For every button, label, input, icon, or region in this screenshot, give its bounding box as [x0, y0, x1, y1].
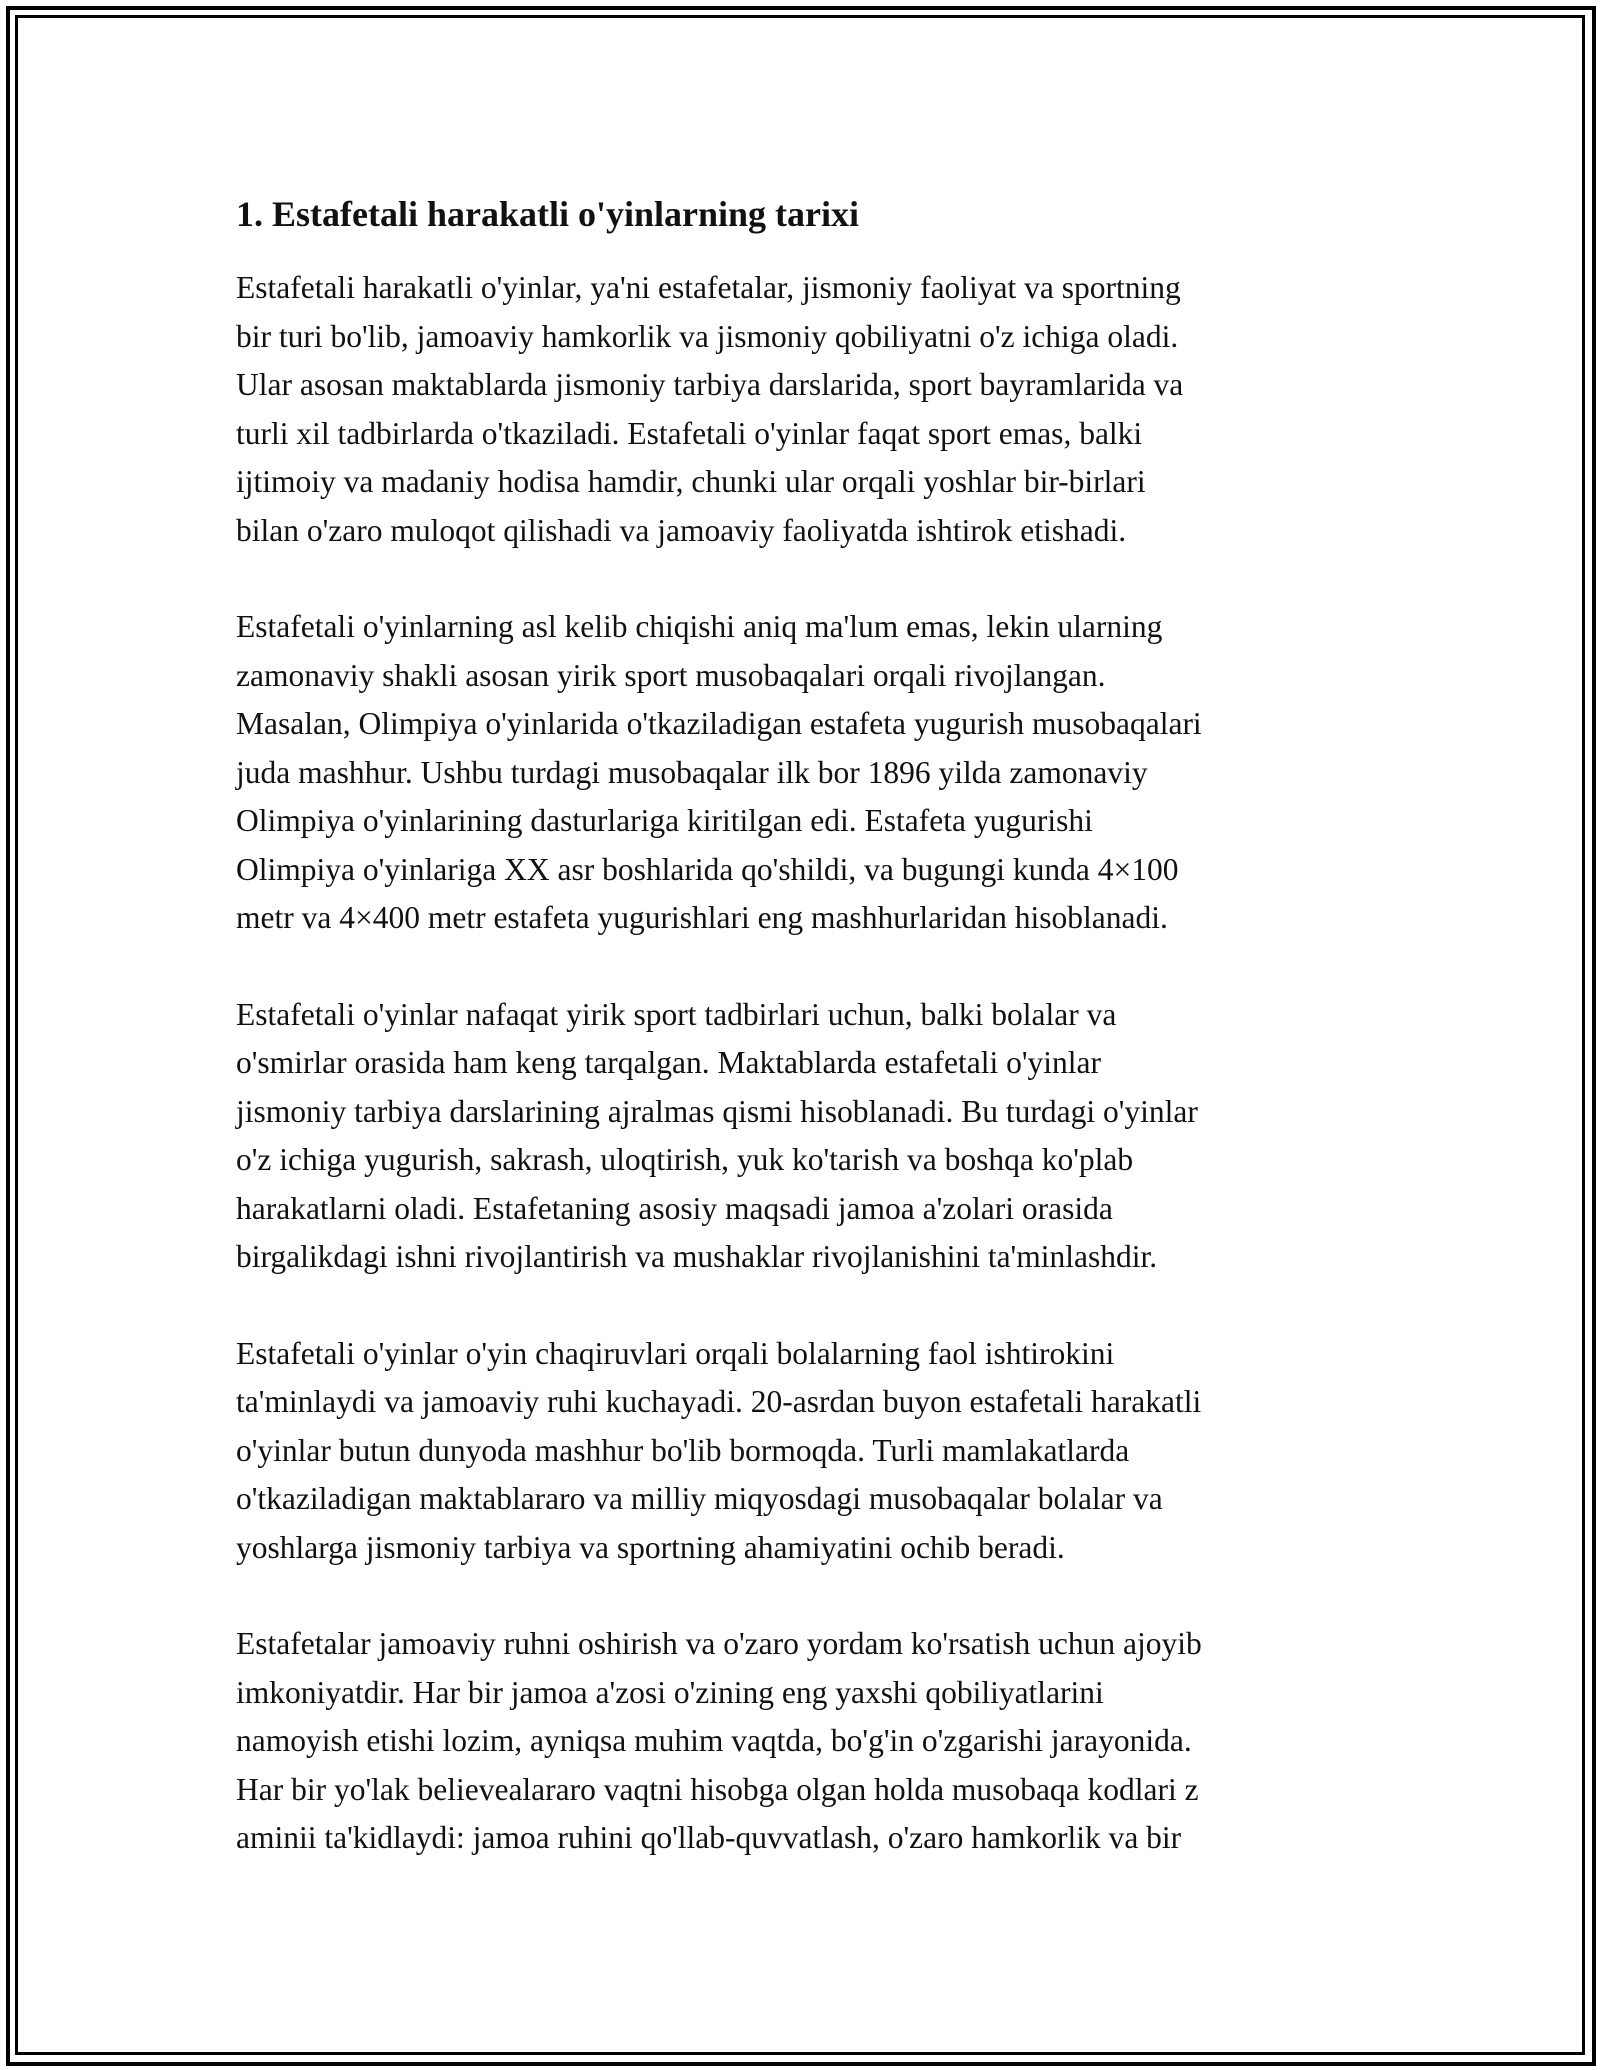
paragraph-5: Estafetalar jamoaviy ruhni oshirish va o'zaro yordam ko'rsatish uchun ajoyib imkoniyatdir. Har bir jamoa a'zosi o'zining eng yaxshi qobiliyatlarini namoyish etishi lozim, ayniqsa muhim vaqtda, bo'g'in o'zgarishi jarayonida. Har bir yo'lak believealararo vaqtni hisobga olgan holda musobaqa kodlari z aminii ta'kidlaydi: jamoa ruhini qo'llab-quvvatlash, o'zaro hamkorlik va bir [236, 1626, 1202, 1855]
section-heading: 1. Estafetali harakatli o'yinlarning tarixi [236, 194, 860, 234]
paragraph-1: Estafetali harakatli o'yinlar, ya'ni estafetalar, jismoniy faoliyat va sportning bir turi bo'lib, jamoaviy hamkorlik va jismoniy qobiliyatni o'z ichiga oladi. Ular asosan maktablarda jismoniy tarbiya darslarida, sport bayramlarida va turli xil tadbirlarda o'tkaziladi. Estafetali o'yinlar faqat sport emas, balki ijtimoiy va madaniy hodisa hamdir, chunki ular orqali yoshlar bir-birlari bilan o'zaro muloqot qilishadi va jamoaviy faoliyatda ishtirok etishadi. [236, 270, 1184, 548]
document-body [236, 186, 1366, 1911]
paragraph-4: Estafetali o'yinlar o'yin chaqiruvlari orqali bolalarning faol ishtirokini ta'minlaydi va jamoaviy ruhi kuchayadi. 20-asrdan buyon estafetali harakatli o'yinlar butun dunyoda mashhur bo'lib bormoqda. Turli mamlakatlarda o'tkaziladigan maktablararo va milliy miqyosdagi musobaqalar bolalar va yoshlarga jismoniy tarbiya va sportning ahamiyatini ochib beradi. [236, 1335, 1202, 1565]
paragraph-2: Estafetali o'yinlarning asl kelib chiqishi aniq ma'lum emas, lekin ularning zamonaviy shakli asosan yirik sport musobaqalari orqali rivojlangan. Masalan, Olimpiya o'yinlarida o'tkaziladigan estafeta yugurish musobaqalari juda mashhur. Ushbu turdagi musobaqalar ilk bor 1896 yilda zamonaviy Olimpiya o'yinlarining dasturlariga kiritilgan edi. Estafeta yugurishi Olimpiya o'yinlariga XX asr boshlarida qo'shildi, va bugungi kunda 4×100 metr va 4×400 metr estafeta yugurishlari eng mashhurlaridan hisoblanadi. [236, 609, 1202, 935]
paragraph-3: Estafetali o'yinlar nafaqat yirik sport tadbirlari uchun, balki bolalar va o'smirlar orasida ham keng tarqalgan. Maktablarda estafetali o'yinlar jismoniy tarbiya darslarining ajralmas qismi hisoblanadi. Bu turdagi o'yinlar o'z ichiga yugurish, sakrash, uloqtirish, yuk ko'tarish va boshqa ko'plab harakatlarni oladi. Estafetaning asosiy maqsadi jamoa a'zolari orasida birgalikdagi ishni rivojlantirish va mushaklar rivojlanishini ta'minlashdir. [236, 996, 1198, 1274]
